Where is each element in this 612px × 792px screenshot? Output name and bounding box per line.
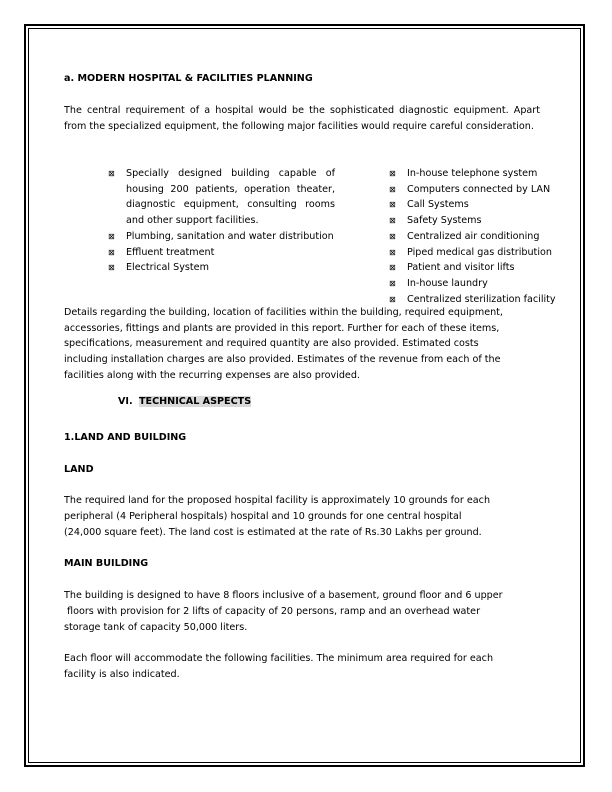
main-line: storage tank of capacity 50,000 liters. <box>64 622 248 633</box>
checkbox-bullet-icon: ⊠ <box>108 247 115 257</box>
list-item: ⊠ Electrical System <box>108 260 335 276</box>
land-line: The required land for the proposed hospital facility is approximately 10 grounds for each <box>64 495 491 506</box>
details-line: facilities along with the recurring expenses are also provided. <box>64 370 360 381</box>
list-item: ⊠ Safety Systems <box>389 213 569 229</box>
details-line: including installation charges are also provided. Estimates of the revenue from each of the <box>64 354 501 365</box>
list-item: ⊠ Computers connected by LAN <box>389 182 569 198</box>
heading-main-building: MAIN BUILDING <box>64 558 149 569</box>
section-number: VI. <box>118 396 133 407</box>
checkbox-bullet-icon: ⊠ <box>389 278 396 288</box>
checkbox-bullet-icon: ⊠ <box>389 184 396 194</box>
details-line: Details regarding the building, location of facilities within the building, required equipment, <box>64 307 503 318</box>
checkbox-bullet-icon: ⊠ <box>108 231 115 241</box>
right-facility-list <box>389 166 569 307</box>
intro-paragraph: The central requirement of a hospital would be the sophisticated diagnostic equipment. Apart from the specialized equipment, the following major facilities would require careful consideration. <box>64 105 540 132</box>
checkbox-bullet-icon: ⊠ <box>389 200 396 210</box>
checkbox-bullet-icon: ⊠ <box>389 231 396 241</box>
checkbox-bullet-icon: ⊠ <box>389 169 396 178</box>
list-item: ⊠ Effluent treatment <box>108 245 335 261</box>
main-line: floors with provision for 2 lifts of capacity of 20 persons, ramp and an overhead water <box>64 606 481 617</box>
list-item: ⊠ Plumbing, sanitation and water distribution <box>108 229 335 245</box>
list-item: ⊠ Call Systems <box>389 197 569 213</box>
list-item: ⊠ Centralized air conditioning <box>389 229 569 245</box>
section-title-technical-aspects: TECHNICAL ASPECTS <box>139 396 252 407</box>
checkbox-bullet-icon: ⊠ <box>389 263 396 273</box>
list-item: ⊠ Centralized sterilization facility <box>389 292 569 308</box>
heading-land: LAND <box>64 464 94 475</box>
land-line: peripheral (4 Peripheral hospitals) hospital and 10 grounds for one central hospital <box>64 511 462 522</box>
checkbox-bullet-icon: ⊠ <box>389 247 396 257</box>
list-item: ⊠ Patient and visitor lifts <box>389 260 569 276</box>
floor-line: Each floor will accommodate the following facilities. The minimum area required for each <box>64 653 494 664</box>
list-item: ⊠ Piped medical gas distribution <box>389 245 569 261</box>
land-line: (24,000 square feet). The land cost is estimated at the rate of Rs.30 Lakhs per ground. <box>64 527 482 538</box>
details-line: accessories, fittings and plants are provided in this report. Further for each of these items, <box>64 323 500 334</box>
floor-line: facility is also indicated. <box>64 669 180 680</box>
left-facility-list <box>108 166 335 276</box>
list-item: ⊠ Specially designed building capable of housing 200 patients, operation theater, diagnostic equipment, consulting rooms and other support facilities. <box>108 168 335 227</box>
heading-land-and-building: 1.LAND AND BUILDING <box>64 432 187 443</box>
checkbox-bullet-icon: ⊠ <box>389 294 396 304</box>
main-line: The building is designed to have 8 floors inclusive of a basement, ground floor and 6 upper <box>64 590 503 601</box>
list-item: ⊠ In-house telephone system <box>389 166 569 182</box>
checkbox-bullet-icon: ⊠ <box>108 263 115 273</box>
checkbox-bullet-icon: ⊠ <box>389 216 396 226</box>
details-line: specifications, measurement and required quantity are also provided. Estimated costs <box>64 338 479 349</box>
list-item: ⊠ In-house laundry <box>389 276 569 292</box>
checkbox-bullet-icon: ⊠ <box>108 169 115 178</box>
heading-modern-hospital: a. MODERN HOSPITAL & FACILITIES PLANNING <box>64 73 313 84</box>
